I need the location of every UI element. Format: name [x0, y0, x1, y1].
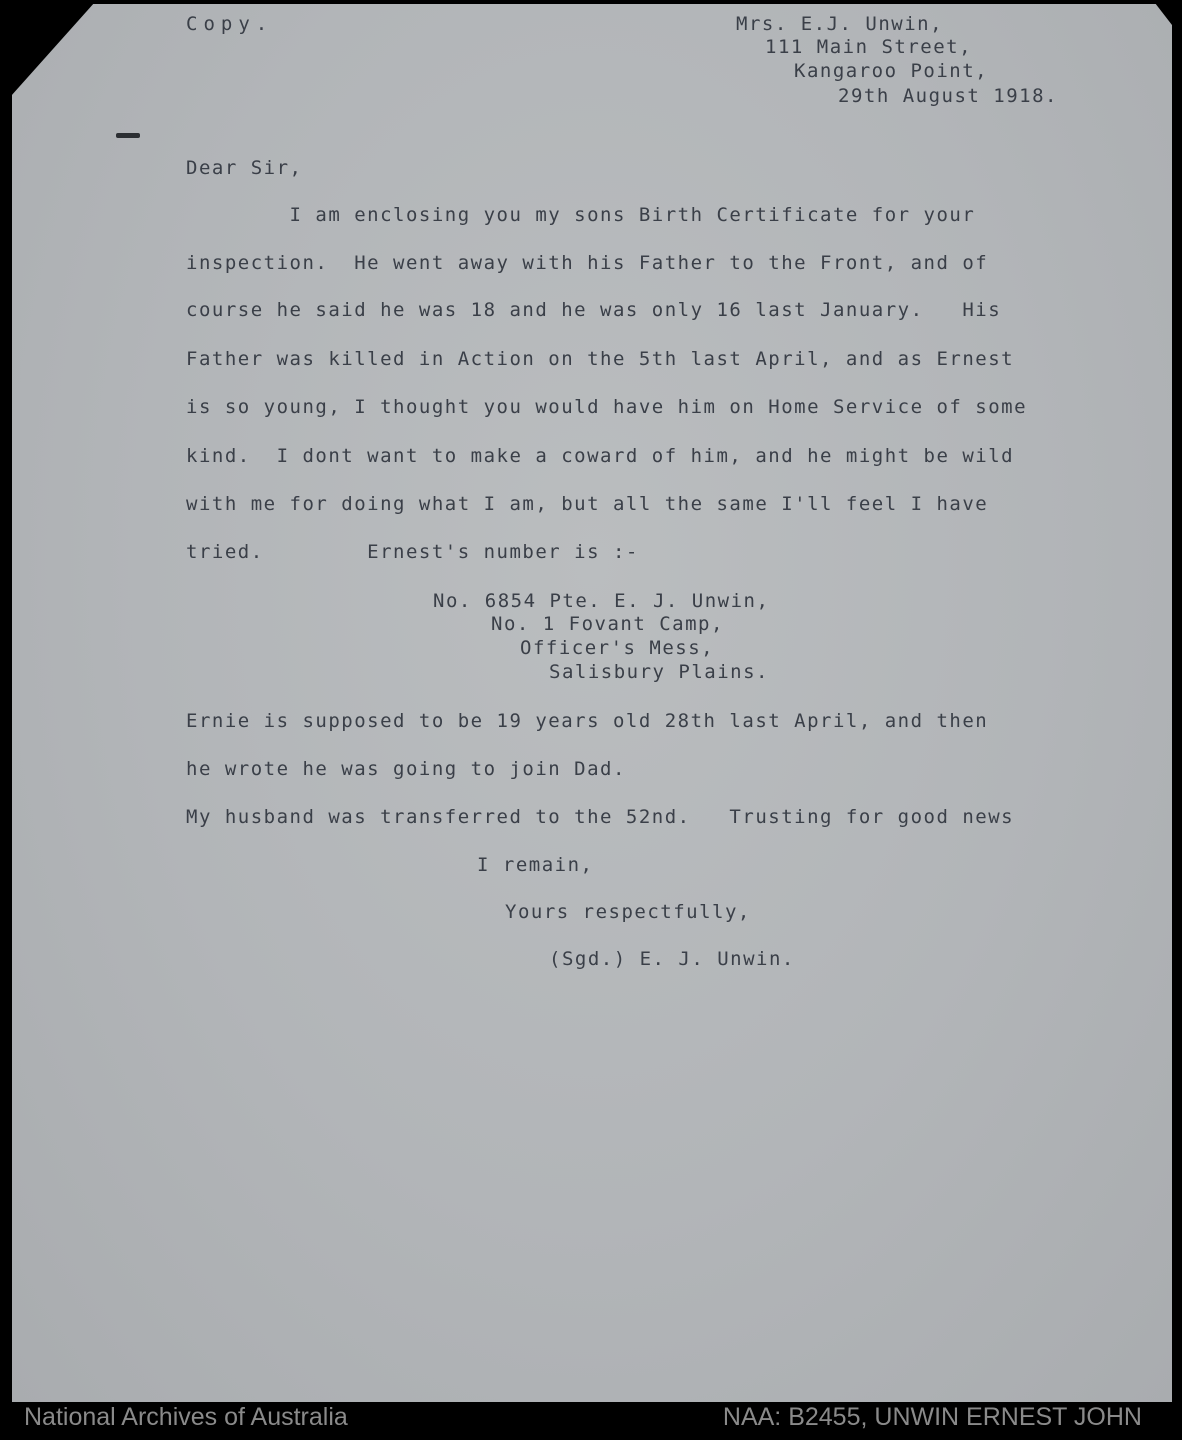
- service-number: No. 6854 Pte. E. J. Unwin,: [433, 590, 770, 612]
- signature: (Sgd.) E. J. Unwin.: [549, 948, 795, 970]
- body-line: tried. Ernest's number is :-: [186, 541, 639, 563]
- service-camp: No. 1 Fovant Camp,: [491, 613, 724, 635]
- service-mess: Officer's Mess,: [520, 637, 715, 659]
- body-line: Father was killed in Action on the 5th last April, and as Ernest: [186, 348, 1015, 370]
- body-line: I am enclosing you my sons Birth Certificate for your: [186, 204, 976, 226]
- sender-name: Mrs. E.J. Unwin,: [736, 13, 944, 35]
- body-line: with me for doing what I am, but all the same I'll feel I have: [186, 493, 989, 515]
- sender-street: 111 Main Street,: [765, 36, 973, 58]
- sign-off-remain: I remain,: [477, 854, 594, 876]
- body-line: is so young, I thought you would have him on Home Service of some: [186, 396, 1028, 418]
- body-line: inspection. He went away with his Father to the Front, and of: [186, 252, 989, 274]
- salutation: Dear Sir,: [186, 157, 303, 179]
- closing-line: Ernie is supposed to be 19 years old 28th last April, and then: [186, 710, 989, 732]
- closing-line: My husband was transferred to the 52nd. Trusting for good news: [186, 806, 1015, 828]
- sign-off-respectfully: Yours respectfully,: [505, 901, 751, 923]
- ink-mark: [116, 133, 140, 138]
- archive-credit: National Archives of Australia: [24, 1403, 348, 1431]
- sender-suburb: Kangaroo Point,: [794, 60, 989, 82]
- closing-line: he wrote he was going to join Dad.: [186, 758, 626, 780]
- letter-date: 29th August 1918.: [838, 85, 1058, 107]
- service-location: Salisbury Plains.: [549, 661, 769, 683]
- body-line: course he said he was 18 and he was only 16 last January. His: [186, 299, 1002, 321]
- copy-mark: Copy.: [186, 13, 274, 35]
- archive-reference: NAA: B2455, UNWIN ERNEST JOHN: [722, 1403, 1142, 1431]
- body-line: kind. I dont want to make a coward of him, and he might be wild: [186, 445, 1015, 467]
